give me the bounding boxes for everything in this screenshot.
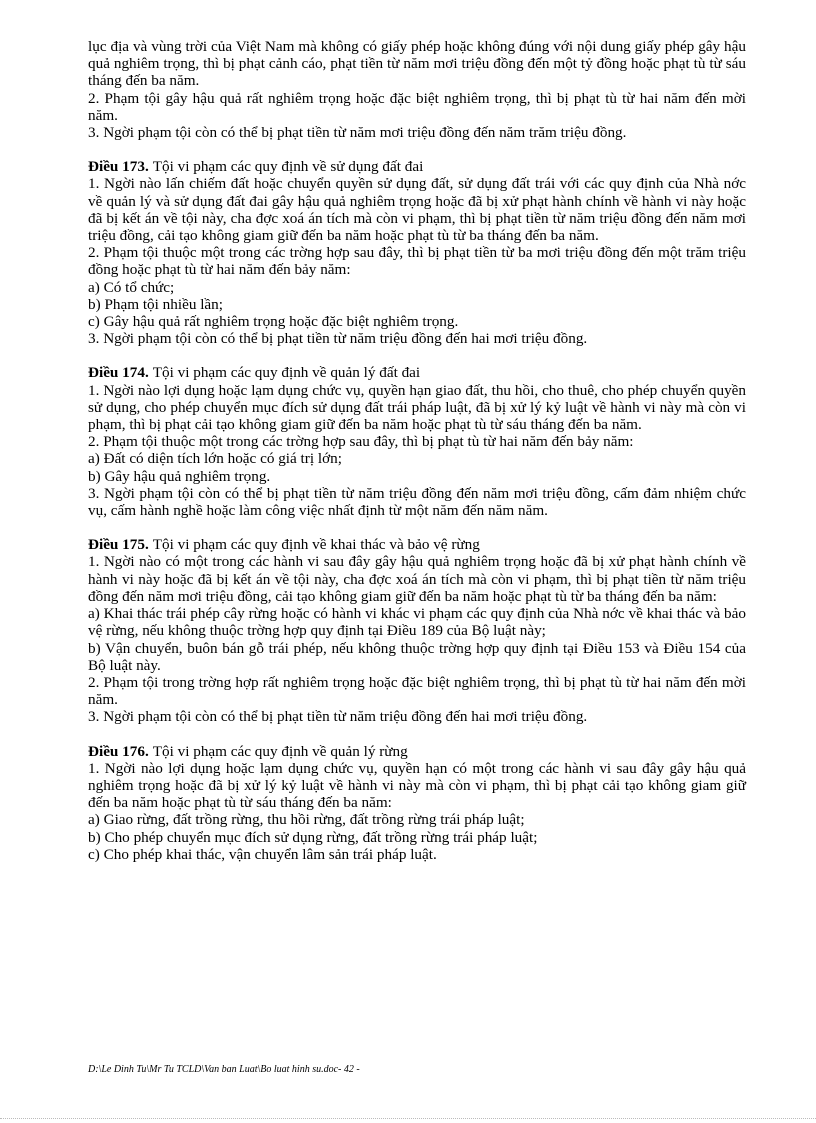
paragraph: a) Có tổ chức; bbox=[88, 278, 175, 296]
intro-section bbox=[88, 38, 746, 141]
paragraph: 2. Phạm tội gây hậu quả rất nghiêm trọng hoặc đặc biệt nghiêm trọng, thì bị phạt tù từ hai năm đến mời năm. bbox=[88, 89, 746, 124]
paragraph: 3. Ngời phạm tội còn có thể bị phạt tiền từ năm triệu đồng đến năm mơi triệu đồng, cấm đảm nhiệm chức vụ, cấm hành nghề hoặc làm công việc nhất định từ một năm đến năm năm. bbox=[88, 484, 746, 520]
document-page bbox=[88, 38, 746, 863]
paragraph: 3. Ngời phạm tội còn có thể bị phạt tiền từ năm triệu đồng đến hai mơi triệu đồng. bbox=[88, 330, 588, 348]
article-176 bbox=[88, 743, 746, 863]
paragraph: 1. Ngời nào lợi dụng hoặc lạm dụng chức vụ, quyền hạn giao đất, thu hồi, cho thuê, cho phép chuyển quyền sử dụng, cho phép chuyển mục đích sử dụng đất trái pháp luật, đã bị xử lý kỷ luật về hành vi này mà còn vi phạm, thì bị phạt cải tạo không giam giữ đến ba năm hoặc phạt tù từ sáu tháng đến ba năm. bbox=[88, 381, 746, 434]
article-number: Điều 173. bbox=[88, 158, 149, 176]
article-number: Điều 176. bbox=[88, 742, 149, 760]
paragraph: 2. Phạm tội thuộc một trong các trờng hợp sau đây, thì bị phạt tù từ hai năm đến bảy năm: bbox=[88, 433, 634, 451]
article-heading bbox=[88, 158, 746, 175]
article-number: Điều 174. bbox=[88, 364, 149, 382]
paragraph: c) Cho phép khai thác, vận chuyển lâm sản trái pháp luật. bbox=[88, 845, 437, 863]
article-174 bbox=[88, 364, 746, 519]
paragraph: b) Phạm tội nhiều lần; bbox=[88, 295, 223, 313]
paragraph: a) Khai thác trái phép cây rừng hoặc có hành vi khác vi phạm các quy định của Nhà nớc về khai thác và bảo vệ rừng, nếu không thuộc trờng hợp quy định tại Điều 189 của Bộ luật này; bbox=[88, 605, 746, 640]
paragraph: a) Giao rừng, đất trồng rừng, thu hồi rừng, đất trồng rừng trái pháp luật; bbox=[88, 811, 525, 829]
paragraph: b) Vận chuyển, buôn bán gỗ trái phép, nếu không thuộc trờng hợp quy định tại Điều 153 và Điều 154 của Bộ luật này. bbox=[88, 639, 746, 674]
paragraph: c) Gây hậu quả rất nghiêm trọng hoặc đặc biệt nghiêm trọng. bbox=[88, 313, 459, 331]
page-edge-divider bbox=[0, 1118, 816, 1121]
article-heading bbox=[88, 364, 746, 381]
article-title: Tội vi phạm các quy định về quản lý đất đai bbox=[152, 364, 421, 382]
article-heading bbox=[88, 743, 746, 760]
article-title: Tội vi phạm các quy định về khai thác và bảo vệ rừng bbox=[152, 536, 480, 554]
paragraph: b) Gây hậu quả nghiêm trọng. bbox=[88, 467, 271, 485]
article-number: Điều 175. bbox=[88, 536, 149, 554]
paragraph: a) Đất có diện tích lớn hoặc có giá trị lớn; bbox=[88, 450, 342, 468]
article-title: Tội vi phạm các quy định về sử dụng đất đai bbox=[152, 158, 424, 176]
paragraph: lục địa và vùng trời của Việt Nam mà không có giấy phép hoặc không đúng với nội dung giấy phép gây hậu quả nghiêm trọng, thì bị phạt cảnh cáo, phạt tiền từ năm mơi triệu đồng đến một tỷ đồng hoặc phạt tù từ sáu tháng đến ba năm. bbox=[88, 38, 746, 90]
article-heading bbox=[88, 536, 746, 553]
article-title: Tội vi phạm các quy định về quản lý rừng bbox=[152, 742, 408, 760]
paragraph: 3. Ngời phạm tội còn có thể bị phạt tiền từ năm triệu đồng đến hai mơi triệu đồng. bbox=[88, 708, 588, 726]
paragraph: 3. Ngời phạm tội còn có thể bị phạt tiền từ năm mơi triệu đồng đến năm trăm triệu đồng. bbox=[88, 124, 627, 142]
paragraph: 2. Phạm tội trong trờng hợp rất nghiêm trọng hoặc đặc biệt nghiêm trọng, thì bị phạt tù từ hai năm đến mời năm. bbox=[88, 673, 746, 709]
paragraph: 1. Ngời nào lấn chiếm đất hoặc chuyển quyền sử dụng đất, sử dụng đất trái với các quy định của Nhà nớc về quản lý và sử dụng đất đai gây hậu quả nghiêm trọng hoặc đã bị xử phạt hành chính về hành vi này hoặc đã bị kết án về tội này, cha đợc xoá án tích mà còn vi phạm, thì bị phạt tiền từ năm triệu đồng đến năm mơi triệu đồng, cải tạo không giam giữ đến ba năm hoặc phạt tù từ ba tháng đến ba năm. bbox=[88, 175, 746, 245]
page-footer: D:\Le Dinh Tu\Mr Tu TCLD\Van ban Luat\Bo luat hinh su.doc- 42 - bbox=[88, 1064, 360, 1075]
article-173 bbox=[88, 158, 746, 347]
paragraph: 1. Ngời nào lợi dụng hoặc lạm dụng chức vụ, quyền hạn có một trong các hành vi sau đây gây hậu quả nghiêm trọng hoặc đã bị xử lý kỷ luật về hành vi này mà còn vi phạm, thì bị phạt cải tạo không giam giữ đến ba năm hoặc phạt tù từ sáu tháng đến ba năm: bbox=[88, 759, 746, 812]
paragraph: 1. Ngời nào có một trong các hành vi sau đây gây hậu quả nghiêm trọng hoặc đã bị xử phạt hành chính về hành vi này hoặc đã bị kết án về tội này, cha đợc xoá án tích mà còn vi phạm, thì bị phạt tiền từ năm triệu đồng đến năm mơi triệu đồng, cải tạo không giam giữ đến ba năm hoặc phạt tù từ ba tháng đến ba năm: bbox=[88, 553, 746, 605]
paragraph: 2. Phạm tội thuộc một trong các trờng hợp sau đây, thì bị phạt tiền từ ba mơi triệu đồng đến một trăm triệu đồng hoặc phạt tù từ hai năm đến bảy năm: bbox=[88, 244, 746, 279]
article-175 bbox=[88, 536, 746, 725]
paragraph: b) Cho phép chuyển mục đích sử dụng rừng, đất trồng rừng trái pháp luật; bbox=[88, 828, 538, 846]
